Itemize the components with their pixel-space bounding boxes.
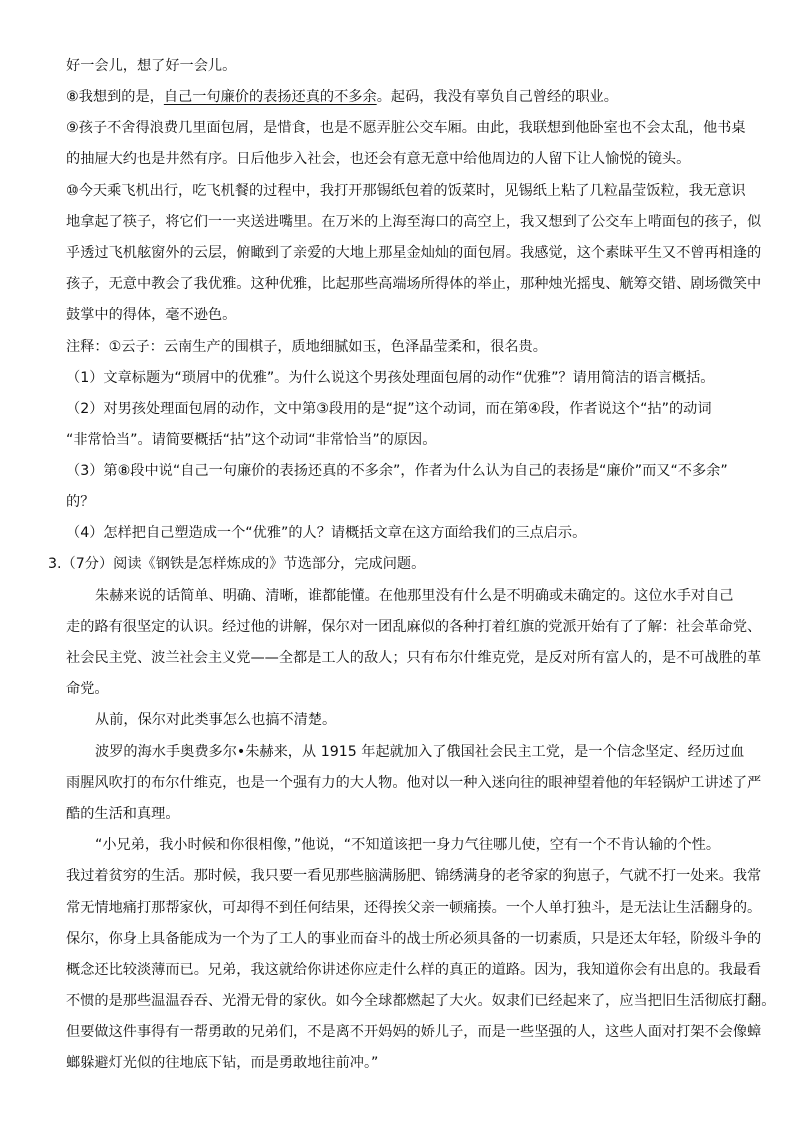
- paragraph-10-line: 鼓掌中的得体，毫不逊色。: [66, 307, 237, 323]
- paragraph-9-line: 的抽屉大约也是井然有序。日后他步入社会，也还会有意无意中给他周边的人留下让人愉悦的镜头。: [66, 151, 691, 167]
- excerpt-line: 螂躲避灯光似的往地底下钻，而是勇敢地往前冲。”: [66, 1055, 379, 1071]
- excerpt-line: 波罗的海水手奥费多尔•朱赫来，从 1915 年起就加入了俄国社会民主工党，是一个信念坚定、经历过血: [95, 744, 745, 760]
- excerpt-line: “小兄弟，我小时候和你很相像，”他说，“不知道该把一身力气往哪儿使，空有一个不肯认输的个性。: [95, 837, 721, 853]
- question-3-line: （3）第⑧段中说“自己一句廉价的表扬还真的不多余”，作者为什么认为自己的表扬是“廉价”而又“不多余”: [66, 463, 728, 479]
- p8-prefix: ⑧我想到的是，: [66, 89, 164, 105]
- question-3-line: 的？: [66, 494, 95, 510]
- paragraph-10-line: ⑩今天乘飞机出行，吃飞机餐的过程中，我打开那锡纸包着的饭菜时，见锡纸上粘了几粒晶莹饭粒，我无意识: [66, 183, 746, 199]
- excerpt-line: 走的路有很坚定的认识。经过他的讲解，保尔对一团乱麻似的各种打着红旗的党派开始有了了解：社会革命党、: [66, 619, 762, 635]
- question-2-line: “非常恰当”。请简要概括“拈”这个动词“非常恰当”的原因。: [66, 432, 437, 448]
- question-2-line: （2）对男孩处理面包屑的动作，文中第③段用的是“捉”这个动词，而在第④段，作者说这个“拈”的动词: [66, 401, 712, 417]
- excerpt-line: 朱赫来说的话简单、明确、清晰，谁都能懂。在他那里没有什么是不明确或未确定的。这位水手对自己: [95, 588, 734, 604]
- footnote: 注释：①云子：云南生产的围棋子，质地细腻如玉，色泽晶莹柔和，很名贵。: [66, 339, 547, 355]
- question-4: （4）怎样把自己塑造成一个“优雅”的人？请概括文章在这方面给我们的三点启示。: [66, 525, 587, 541]
- excerpt-line: 从前，保尔对此类事怎么也搞不清楚。: [95, 712, 337, 728]
- excerpt-line: 社会民主党、波兰社会主义党——全都是工人的敌人；只有布尔什维克党，是反对所有富人的，是不可战胜的革: [66, 650, 762, 666]
- excerpt-line: 不惯的是那些温温吞吞、光滑无骨的家伙。如今全球都燃起了大火。奴隶们已经起来了，应当把旧生活彻底打翻。: [66, 993, 776, 1009]
- excerpt-line: 但要做这件事得有一帮勇敢的兄弟们，不是离不开妈妈的娇儿子，而是一些坚强的人，这些人面对打架不会像蟑: [66, 1024, 762, 1040]
- excerpt-line: 酷的生活和真理。: [66, 806, 180, 822]
- paragraph-10-line: 地拿起了筷子，将它们一一夹送进嘴里。在万米的上海至海口的高空上，我又想到了公交车上啃面包的孩子，似: [66, 214, 762, 230]
- question-1: （1）文章标题为“琐屑中的优雅”。为什么说这个男孩处理面包屑的动作“优雅”？请用简洁的语言概括。: [66, 370, 715, 386]
- excerpt-line: 保尔，你身上具备能成为一个为了工人的事业而奋斗的战士所必须具备的一切素质，只是还太年轻，阶级斗争的: [66, 931, 762, 947]
- excerpt-line: 雨腥风吹打的布尔什维克，也是一个强有力的大人物。他对以一种入迷向往的眼神望着他的年轻锅炉工讲述了严: [66, 775, 762, 791]
- paragraph-10-line: 乎透过飞机舷窗外的云层，俯瞰到了亲爱的大地上那星金灿灿的面包屑。我感觉，这个素昧平生又不曾再相逢的: [66, 245, 762, 261]
- p8-underlined-sentence: 自己一句廉价的表扬还真的不多余: [163, 89, 377, 105]
- excerpt-line: 我过着贫穷的生活。那时候，我只要一看见那些脑满肠肥、锦绣满身的老爷家的狗崽子，气就不打一处来。我常: [66, 868, 762, 884]
- excerpt-line: 概念还比较淡薄而已。兄弟，我这就给你讲述你应走什么样的真正的道路。因为，我知道你会有出息的。我最看: [66, 962, 762, 978]
- passage-tail: 好一会儿，想了好一会儿。: [66, 58, 237, 74]
- paragraph-9-line: ⑨孩子不舍得浪费几里面包屑，是惜食，也是不愿弄脏公交车厢。由此，我联想到他卧室也不会太乱，他书桌: [66, 120, 746, 136]
- excerpt-line: 命党。: [66, 681, 109, 697]
- excerpt-line: 常无情地痛打那帮家伙，可却得不到任何结果，还得挨父亲一顿痛揍。一个人单打独斗，是无法让生活翻身的。: [66, 900, 762, 916]
- p8-suffix: 。起码，我没有辜负自己曾经的职业。: [376, 89, 618, 105]
- paragraph-10-line: 孩子，无意中教会了我优雅。这种优雅，比起那些高端场所得体的举止，那种烛光摇曳、觥筹交错、剧场微笑中: [66, 276, 762, 292]
- paragraph-8: [66, 87, 618, 107]
- section-3-heading: 3.（7分）阅读《钢铁是怎样炼成的》节选部分，完成问题。: [48, 556, 426, 572]
